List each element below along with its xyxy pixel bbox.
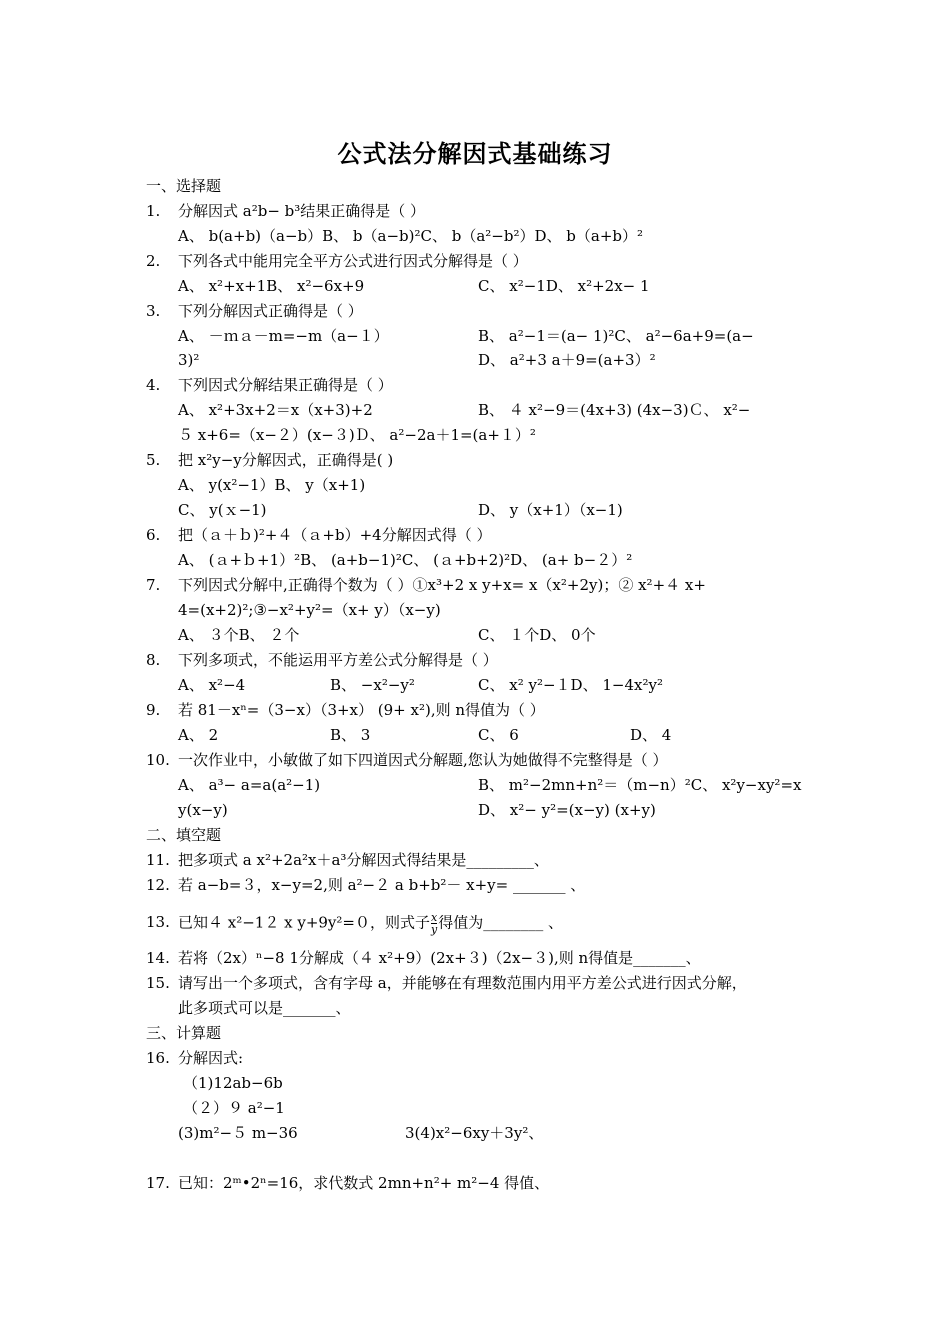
question-option: B、 m²−2mn+n²＝（m−n）²C、 x²y−xy²=x	[478, 776, 802, 794]
question-option: 3)²	[178, 351, 200, 369]
sub-question: （1)12ab−6b	[183, 1074, 283, 1092]
question-text: 已知：2ᵐ•2ⁿ=16，求代数式 2mn+n²+ m²−4 得值、	[178, 1174, 550, 1192]
question-option: A、 y(x²−1）B、 y（x+1)	[178, 476, 366, 494]
section-heading-calc: 三、计算题	[146, 1024, 222, 1042]
fraction	[431, 912, 437, 935]
question-number: 3.	[146, 302, 161, 320]
question-number: 11.	[146, 851, 170, 869]
question-option: D、 y（x+1）（x−1)	[478, 501, 623, 519]
fraction-denominator: y	[431, 923, 438, 936]
section-heading-fill: 二、填空题	[146, 826, 222, 844]
question-option: A、 2	[178, 726, 219, 744]
question-text: 下列各式中能用完全平方公式进行因式分解得是（ ）	[178, 252, 528, 270]
question-text: 下列多项式，不能运用平方差公式分解得是（ ）	[178, 651, 498, 669]
sub-question: (3)m²−５ m−36	[178, 1124, 298, 1142]
question-number: 15.	[146, 974, 170, 992]
question-number: 7.	[146, 576, 161, 594]
question-option: y(x−y)	[178, 801, 228, 819]
question-text-part: 得值为________ 、	[438, 913, 563, 932]
fraction-numerator: x	[431, 911, 438, 924]
question-text	[178, 912, 563, 935]
question-option: D、 a²+3 a＋9=(a+3）²	[478, 351, 656, 369]
page-title: 公式法分解因式基础练习	[337, 139, 613, 168]
question-text: 把 x²y−y分解因式，正确得是( )	[178, 451, 394, 469]
question-number: 12.	[146, 876, 170, 894]
question-number: 2.	[146, 252, 161, 270]
question-number: 17.	[146, 1174, 170, 1192]
question-option: A、 ３个B、 ２个	[178, 626, 300, 644]
question-text: 把（ａ＋ｂ)²+４（ａ+b）+4分解因式得（ ）	[178, 526, 492, 544]
question-option: A、 x²+3x+2＝x（x+3)+2	[178, 401, 373, 419]
question-number: 10.	[146, 751, 170, 769]
section-heading-choice: 一、选择题	[146, 177, 222, 195]
question-number: 8.	[146, 651, 161, 669]
question-option: A、 －ｍａ－m=−m（a−１）	[178, 327, 389, 345]
question-text: 若 81－xⁿ=（3−x）（3+x） (9+ x²),则 n得值为（ ）	[178, 701, 545, 719]
question-text: 若将（2x）ⁿ−8 1分解成（４ x²+9）(2x+３)（2x−３),则 n得值是_______、	[178, 949, 701, 967]
question-option: B、 −x²−y²	[330, 676, 415, 694]
question-text: 若 a−b=３，x−y=2,则 a²−２ a b+b²－ x+y= _______ 、	[178, 876, 586, 894]
question-options: A、 (ａ+ｂ+1）²B、 (a+b−1)²C、 (ａ+b+2)²D、 (a+ b−２）²	[178, 551, 633, 569]
question-option: C、 １个D、 0个	[478, 626, 596, 644]
question-text: 下列因式分解中,正确得个数为（ ）①x³+2 x y+x= x（x²+2y)；② x²+４ x+	[178, 576, 706, 594]
sub-question: 3(4)x²−6xy＋3y²、	[405, 1124, 544, 1142]
question-option: A、 x²+x+1B、 x²−6x+9	[178, 277, 365, 295]
question-number: 16.	[146, 1049, 170, 1067]
question-option: B、 ４ x²−9＝(4x+3) (4x−3)Ｃ、 x²−	[478, 401, 751, 419]
question-option: D、 4	[630, 726, 672, 744]
question-option: C、 y(ｘ−1)	[178, 501, 267, 519]
question-option: C、 6	[478, 726, 519, 744]
question-number: 14.	[146, 949, 170, 967]
question-text: 下列分解因式正确得是（ ）	[178, 302, 363, 320]
question-option: ５ x+6=（x−２）(x−３)Ｄ、 a²−2a＋1=(a+１）²	[178, 426, 536, 444]
question-text: 请写出一个多项式，含有字母 a，并能够在有理数范围内用平方差公式进行因式分解，	[178, 974, 747, 992]
question-number: 13.	[146, 913, 170, 931]
question-number: 9.	[146, 701, 161, 719]
question-text: 下列因式分解结果正确得是（ ）	[178, 376, 393, 394]
question-number: 6.	[146, 526, 161, 544]
question-text: 分解因式 a²b− b³结果正确得是（ ）	[178, 202, 426, 220]
question-option: C、 x² y²−１D、 1−4x²y²	[478, 676, 663, 694]
question-option: D、 x²− y²=(x−y) (x+y)	[478, 801, 656, 819]
question-text-part: 已知４ x²−1２ x y+9y²=０，则式子	[178, 913, 430, 932]
question-text: 4=(x+2)²;③−x²+y²=（x+ y）（x−y)	[178, 601, 441, 619]
question-text: 此多项式可以是_______、	[178, 999, 351, 1017]
question-option: B、 a²−1＝(a− 1)²C、 a²−6a+9=(a−	[478, 327, 754, 345]
question-number: 4.	[146, 376, 161, 394]
question-text: 把多项式 a x²+2a²x＋a³分解因式得结果是_________、	[178, 851, 549, 869]
question-text: 一次作业中，小敏做了如下四道因式分解题,您认为她做得不完整得是（ ）	[178, 751, 668, 769]
sub-question: （２）９ a²−1	[183, 1099, 285, 1117]
question-option: C、 x²−1D、 x²+2x− 1	[478, 277, 650, 295]
question-option: A、 a³− a=a(a²−1)	[178, 776, 321, 794]
question-number: 1.	[146, 202, 161, 220]
question-option: B、 3	[330, 726, 371, 744]
question-text: 分解因式:	[178, 1049, 244, 1067]
question-number: 5.	[146, 451, 161, 469]
question-option: A、 x²−4	[178, 676, 246, 694]
question-options: A、 b(a+b)（a−b）B、 b（a−b)²C、 b（a²−b²）D、 b（a+b）²	[178, 227, 644, 245]
